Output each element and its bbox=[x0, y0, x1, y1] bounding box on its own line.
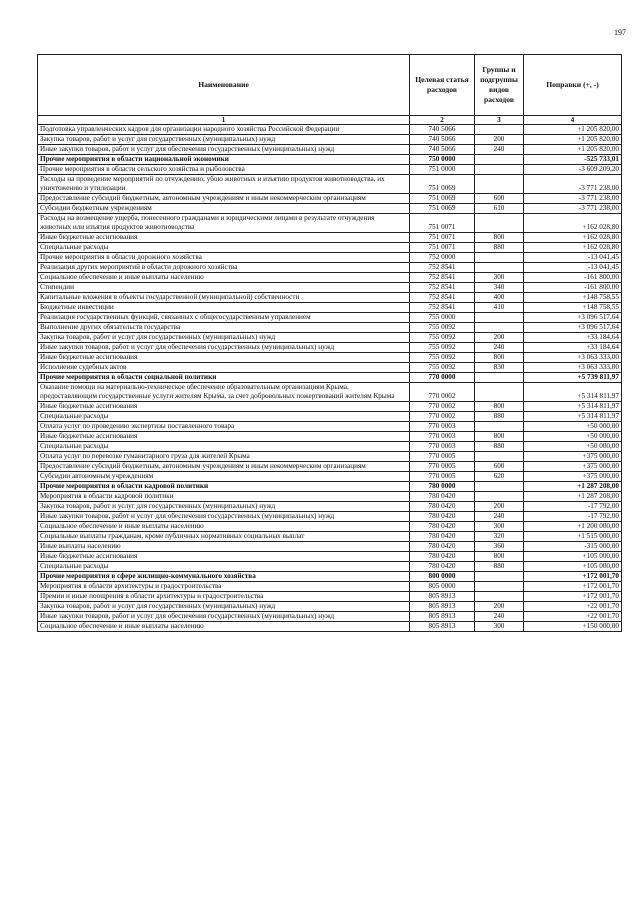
row-code: 780 0420 bbox=[410, 502, 475, 512]
row-amount: +172 001,70 bbox=[524, 582, 622, 592]
row-name: Исполнение судебных актов bbox=[38, 363, 410, 373]
row-code: 752 8541 bbox=[410, 303, 475, 313]
row-code: 805 8913 bbox=[410, 592, 475, 602]
row-group bbox=[475, 383, 524, 402]
row-code: 752 8541 bbox=[410, 273, 475, 283]
row-group bbox=[475, 323, 524, 333]
row-amount: -13 041,45 bbox=[524, 263, 622, 273]
row-group: 410 bbox=[475, 303, 524, 313]
column-number: 3 bbox=[475, 116, 524, 125]
row-code: 770 0003 bbox=[410, 432, 475, 442]
table-row bbox=[38, 592, 622, 602]
row-name: Выполнение других обязательств государства bbox=[38, 323, 410, 333]
table-row bbox=[38, 512, 622, 522]
table-row bbox=[38, 194, 622, 204]
table-row bbox=[38, 532, 622, 542]
row-group: 880 bbox=[475, 562, 524, 572]
row-name: Иные закупки товаров, работ и услуг для обеспечения государственных (муниципальных) нужд bbox=[38, 343, 410, 353]
row-group: 360 bbox=[475, 542, 524, 552]
row-code: 770 0002 bbox=[410, 412, 475, 422]
row-group bbox=[475, 422, 524, 432]
table-row bbox=[38, 422, 622, 432]
table-row bbox=[38, 313, 622, 323]
row-name: Иные выплаты населению bbox=[38, 542, 410, 552]
row-code: 780 0420 bbox=[410, 542, 475, 552]
row-name: Подготовка управленческих кадров для организации народного хозяйства Российской Федерации bbox=[38, 125, 410, 135]
row-amount: +1 200 000,00 bbox=[524, 522, 622, 532]
row-amount: +105 000,00 bbox=[524, 562, 622, 572]
row-code: 751 0069 bbox=[410, 175, 475, 194]
row-name: Иные закупки товаров, работ и услуг для обеспечения государственных (муниципальных) нужд bbox=[38, 145, 410, 155]
row-amount: -161 800,00 bbox=[524, 283, 622, 293]
header-name: Наименование bbox=[38, 55, 410, 116]
row-group: 320 bbox=[475, 532, 524, 542]
row-amount: +162 028,80 bbox=[524, 233, 622, 243]
row-code: 755 0092 bbox=[410, 323, 475, 333]
row-code: 780 0000 bbox=[410, 482, 475, 492]
row-group bbox=[475, 155, 524, 165]
row-name: Социальные выплаты гражданам, кроме публичных нормативных социальных выплат bbox=[38, 532, 410, 542]
table-row bbox=[38, 303, 622, 313]
row-code: 780 0420 bbox=[410, 522, 475, 532]
row-name: Иные бюджетные ассигнования bbox=[38, 432, 410, 442]
row-amount: +150 000,00 bbox=[524, 622, 622, 632]
row-group: 300 bbox=[475, 622, 524, 632]
row-code: 770 0003 bbox=[410, 422, 475, 432]
row-code: 740 5066 bbox=[410, 125, 475, 135]
table-row bbox=[38, 572, 622, 582]
row-group: 400 bbox=[475, 293, 524, 303]
table-row bbox=[38, 155, 622, 165]
table-row bbox=[38, 622, 622, 632]
row-amount: -17 792,00 bbox=[524, 512, 622, 522]
row-name: Прочие мероприятия в сфере жилищно-коммунального хозяйства bbox=[38, 572, 410, 582]
row-group bbox=[475, 253, 524, 263]
row-name: Иные бюджетные ассигнования bbox=[38, 402, 410, 412]
row-name: Закупка товаров, работ и услуг для государственных (муниципальных) нужд bbox=[38, 135, 410, 145]
row-code: 751 0071 bbox=[410, 214, 475, 233]
row-group: 200 bbox=[475, 333, 524, 343]
row-code: 780 0420 bbox=[410, 562, 475, 572]
row-amount: +375 000,00 bbox=[524, 462, 622, 472]
row-amount: +105 000,00 bbox=[524, 552, 622, 562]
budget-table bbox=[37, 54, 622, 632]
row-code: 740 5066 bbox=[410, 145, 475, 155]
table-row bbox=[38, 273, 622, 283]
table-row bbox=[38, 204, 622, 214]
table-row bbox=[38, 412, 622, 422]
row-name: Оплата услуг по проведению экспертизы поставленного товара bbox=[38, 422, 410, 432]
row-group: 800 bbox=[475, 353, 524, 363]
row-amount: +162 028,80 bbox=[524, 214, 622, 233]
row-code: 805 8913 bbox=[410, 602, 475, 612]
row-name: Иные закупки товаров, работ и услуг для обеспечения государственных (муниципальных) нужд bbox=[38, 612, 410, 622]
row-group: 880 bbox=[475, 243, 524, 253]
row-amount: +3 063 333,00 bbox=[524, 353, 622, 363]
table-row bbox=[38, 373, 622, 383]
row-amount: +33 184,64 bbox=[524, 343, 622, 353]
table-row bbox=[38, 612, 622, 622]
table-row bbox=[38, 452, 622, 462]
row-name: Премии и иные поощрения в области архитектуры и градостроительства bbox=[38, 592, 410, 602]
row-code: 751 0000 bbox=[410, 165, 475, 175]
row-code: 805 8913 bbox=[410, 612, 475, 622]
row-amount: +1 205 820,00 bbox=[524, 135, 622, 145]
row-group: 880 bbox=[475, 442, 524, 452]
row-amount: +148 758,55 bbox=[524, 303, 622, 313]
row-group: 200 bbox=[475, 602, 524, 612]
row-name: Социальное обеспечение и иные выплаты населению bbox=[38, 622, 410, 632]
table-row bbox=[38, 145, 622, 155]
row-name: Реализация государственных функций, связанных с общегосударственным управлением bbox=[38, 313, 410, 323]
row-code: 755 0000 bbox=[410, 313, 475, 323]
row-amount: +172 001,70 bbox=[524, 572, 622, 582]
row-group: 300 bbox=[475, 273, 524, 283]
row-group bbox=[475, 175, 524, 194]
row-code: 755 0092 bbox=[410, 353, 475, 363]
row-group: 240 bbox=[475, 512, 524, 522]
table-row bbox=[38, 522, 622, 532]
table-row bbox=[38, 233, 622, 243]
column-number: 1 bbox=[38, 116, 410, 125]
row-group: 200 bbox=[475, 135, 524, 145]
row-name: Специальные расходы bbox=[38, 442, 410, 452]
row-group: 600 bbox=[475, 462, 524, 472]
row-group bbox=[475, 373, 524, 383]
row-amount: +1 205 820,00 bbox=[524, 125, 622, 135]
row-amount: -525 733,01 bbox=[524, 155, 622, 165]
row-code: 780 0420 bbox=[410, 552, 475, 562]
row-code: 770 0005 bbox=[410, 462, 475, 472]
row-name: Мероприятия в области кадровой политики bbox=[38, 492, 410, 502]
row-amount: -3 609 209,20 bbox=[524, 165, 622, 175]
row-name: Социальное обеспечение и иные выплаты населению bbox=[38, 273, 410, 283]
row-code: 770 0005 bbox=[410, 472, 475, 482]
row-amount: +162 028,80 bbox=[524, 243, 622, 253]
table-row bbox=[38, 462, 622, 472]
row-amount: -3 771 238,00 bbox=[524, 204, 622, 214]
row-name: Социальное обеспечение и иные выплаты населению bbox=[38, 522, 410, 532]
row-amount: +50 000,00 bbox=[524, 432, 622, 442]
table-body bbox=[38, 125, 622, 632]
row-code: 751 0071 bbox=[410, 243, 475, 253]
row-code: 750 0000 bbox=[410, 155, 475, 165]
row-amount: +3 096 517,64 bbox=[524, 323, 622, 333]
row-name: Предоставление субсидий бюджетным, автономным учреждениям и иным некоммерческим организациям bbox=[38, 194, 410, 204]
row-group bbox=[475, 572, 524, 582]
row-name: Капитальные вложения в объекты государственной (муниципальной) собственности bbox=[38, 293, 410, 303]
row-name: Иные бюджетные ассигнования bbox=[38, 353, 410, 363]
row-name: Иные бюджетные ассигнования bbox=[38, 233, 410, 243]
row-group: 200 bbox=[475, 502, 524, 512]
row-group bbox=[475, 165, 524, 175]
row-group: 800 bbox=[475, 552, 524, 562]
row-amount: +22 001,70 bbox=[524, 612, 622, 622]
table-row bbox=[38, 482, 622, 492]
table-row bbox=[38, 383, 622, 402]
row-group bbox=[475, 492, 524, 502]
row-amount: +50 000,00 bbox=[524, 422, 622, 432]
row-amount: +33 184,64 bbox=[524, 333, 622, 343]
row-name: Закупка товаров, работ и услуг для государственных (муниципальных) нужд bbox=[38, 602, 410, 612]
row-amount: +1 205 820,00 bbox=[524, 145, 622, 155]
row-name: Иные бюджетные ассигнования bbox=[38, 552, 410, 562]
row-amount: +375 000,00 bbox=[524, 452, 622, 462]
row-group: 830 bbox=[475, 363, 524, 373]
row-code: 755 0092 bbox=[410, 343, 475, 353]
row-amount: -17 792,00 bbox=[524, 502, 622, 512]
header-group: Группы и подгруппы видов расходов bbox=[475, 55, 524, 116]
row-amount: +5 739 811,97 bbox=[524, 373, 622, 383]
row-name: Стипендии bbox=[38, 283, 410, 293]
row-name: Прочие мероприятия в области дорожного хозяйства bbox=[38, 253, 410, 263]
table-row bbox=[38, 502, 622, 512]
row-name: Закупка товаров, работ и услуг для государственных (муниципальных) нужд bbox=[38, 333, 410, 343]
table-row bbox=[38, 263, 622, 273]
table-row bbox=[38, 214, 622, 233]
row-group: 240 bbox=[475, 612, 524, 622]
row-code: 752 8541 bbox=[410, 293, 475, 303]
row-group: 300 bbox=[475, 522, 524, 532]
row-code: 770 0003 bbox=[410, 442, 475, 452]
row-name: Специальные расходы bbox=[38, 243, 410, 253]
row-amount: +22 001,70 bbox=[524, 602, 622, 612]
row-code: 780 0420 bbox=[410, 532, 475, 542]
table-row bbox=[38, 293, 622, 303]
row-name: Бюджетные инвестиции bbox=[38, 303, 410, 313]
row-code: 805 0000 bbox=[410, 582, 475, 592]
table-row bbox=[38, 402, 622, 412]
table-row bbox=[38, 165, 622, 175]
row-amount: +148 758,55 bbox=[524, 293, 622, 303]
table-row bbox=[38, 243, 622, 253]
table-row bbox=[38, 442, 622, 452]
row-name: Расходы на возмещение ущерба, понесенного гражданами и юридическими лицами в результате отчуждения животных или изъятия продуктов животноводства bbox=[38, 214, 410, 233]
row-name: Оплата услуг по перевозке гуманитарного груза для жителей Крыма bbox=[38, 452, 410, 462]
row-code: 752 8541 bbox=[410, 263, 475, 273]
row-amount: +1 287 208,00 bbox=[524, 492, 622, 502]
row-amount: +5 314 811,97 bbox=[524, 402, 622, 412]
row-code: 780 0420 bbox=[410, 492, 475, 502]
row-group bbox=[475, 482, 524, 492]
row-code: 755 0092 bbox=[410, 333, 475, 343]
row-amount: +50 000,00 bbox=[524, 442, 622, 452]
row-code: 800 0000 bbox=[410, 572, 475, 582]
row-group: 800 bbox=[475, 432, 524, 442]
row-amount: +3 063 333,00 bbox=[524, 363, 622, 373]
row-name: Иные закупки товаров, работ и услуг для обеспечения государственных (муниципальных) нужд bbox=[38, 512, 410, 522]
row-amount: -3 771 238,00 bbox=[524, 194, 622, 204]
table-row bbox=[38, 343, 622, 353]
row-group: 800 bbox=[475, 233, 524, 243]
table-row bbox=[38, 353, 622, 363]
table-row bbox=[38, 542, 622, 552]
row-code: 751 0069 bbox=[410, 194, 475, 204]
row-amount: -161 800,00 bbox=[524, 273, 622, 283]
row-code: 770 0005 bbox=[410, 452, 475, 462]
table-row bbox=[38, 125, 622, 135]
table-row bbox=[38, 323, 622, 333]
row-name: Оказание помощи на материально-техническое обеспечение образовательным организациям Крыма, предоставляющим государственные услуги жителям Крыма, за счет добровольных пожертвований жителям Крыма bbox=[38, 383, 410, 402]
row-amount: +5 314 811,97 bbox=[524, 383, 622, 402]
column-number: 2 bbox=[410, 116, 475, 125]
row-name: Закупка товаров, работ и услуг для государственных (муниципальных) нужд bbox=[38, 502, 410, 512]
table-row bbox=[38, 492, 622, 502]
row-amount: +1 515 000,00 bbox=[524, 532, 622, 542]
row-name: Прочие мероприятия в области социальной политики bbox=[38, 373, 410, 383]
table-row bbox=[38, 562, 622, 572]
table-row bbox=[38, 363, 622, 373]
row-amount: +1 287 208,00 bbox=[524, 482, 622, 492]
table-row bbox=[38, 432, 622, 442]
row-amount: -3 771 238,00 bbox=[524, 175, 622, 194]
row-group bbox=[475, 313, 524, 323]
row-name: Субсидии бюджетным учреждениям bbox=[38, 204, 410, 214]
row-group bbox=[475, 214, 524, 233]
row-name: Специальные расходы bbox=[38, 562, 410, 572]
row-group: 800 bbox=[475, 402, 524, 412]
table-row bbox=[38, 472, 622, 482]
table-row bbox=[38, 135, 622, 145]
row-group bbox=[475, 582, 524, 592]
row-name: Прочие мероприятия в области национальной экономики bbox=[38, 155, 410, 165]
row-group: 610 bbox=[475, 204, 524, 214]
row-name: Специальные расходы bbox=[38, 412, 410, 422]
row-group bbox=[475, 263, 524, 273]
row-amount: -315 000,00 bbox=[524, 542, 622, 552]
row-amount: +3 096 517,64 bbox=[524, 313, 622, 323]
row-group bbox=[475, 125, 524, 135]
row-group: 880 bbox=[475, 412, 524, 422]
table-row bbox=[38, 175, 622, 194]
row-code: 751 0071 bbox=[410, 233, 475, 243]
table-row bbox=[38, 582, 622, 592]
row-code: 770 0002 bbox=[410, 402, 475, 412]
column-number: 4 bbox=[524, 116, 622, 125]
row-name: Мероприятия в области архитектуры и градостроительства bbox=[38, 582, 410, 592]
row-group: 240 bbox=[475, 145, 524, 155]
row-amount: +5 314 811,97 bbox=[524, 412, 622, 422]
page-number: 197 bbox=[614, 28, 626, 37]
row-name: Прочие мероприятия в области сельского хозяйства и рыболовства bbox=[38, 165, 410, 175]
row-group: 240 bbox=[475, 343, 524, 353]
table-row bbox=[38, 602, 622, 612]
row-group bbox=[475, 592, 524, 602]
row-name: Предоставление субсидий бюджетным, автономным учреждениям и иным некоммерческим организациям bbox=[38, 462, 410, 472]
row-group bbox=[475, 452, 524, 462]
row-group: 340 bbox=[475, 283, 524, 293]
row-code: 740 5066 bbox=[410, 135, 475, 145]
row-group: 600 bbox=[475, 194, 524, 204]
row-code: 770 0002 bbox=[410, 383, 475, 402]
row-name: Прочие мероприятия в области кадровой политики bbox=[38, 482, 410, 492]
header-code: Целевая статья расходов bbox=[410, 55, 475, 116]
header-amount: Поправки (+, -) bbox=[524, 55, 622, 116]
row-code: 752 0000 bbox=[410, 253, 475, 263]
row-name: Реализация других мероприятий в области дорожного хозяйства bbox=[38, 263, 410, 273]
row-amount: -13 041,45 bbox=[524, 253, 622, 263]
row-amount: +172 001,70 bbox=[524, 592, 622, 602]
row-code: 751 0069 bbox=[410, 204, 475, 214]
table-row bbox=[38, 253, 622, 263]
row-code: 770 0000 bbox=[410, 373, 475, 383]
row-name: Субсидии автономным учреждениям bbox=[38, 472, 410, 482]
row-group: 620 bbox=[475, 472, 524, 482]
table-row bbox=[38, 283, 622, 293]
row-amount: +375 000,00 bbox=[524, 472, 622, 482]
row-code: 805 8913 bbox=[410, 622, 475, 632]
table-row bbox=[38, 552, 622, 562]
row-code: 752 8541 bbox=[410, 283, 475, 293]
row-code: 755 0092 bbox=[410, 363, 475, 373]
table-row bbox=[38, 333, 622, 343]
row-code: 780 0420 bbox=[410, 512, 475, 522]
row-name: Расходы на проведение мероприятий по отчуждению, убою животных и изъятию продуктов животноводства, их уничтожению и утилизации bbox=[38, 175, 410, 194]
